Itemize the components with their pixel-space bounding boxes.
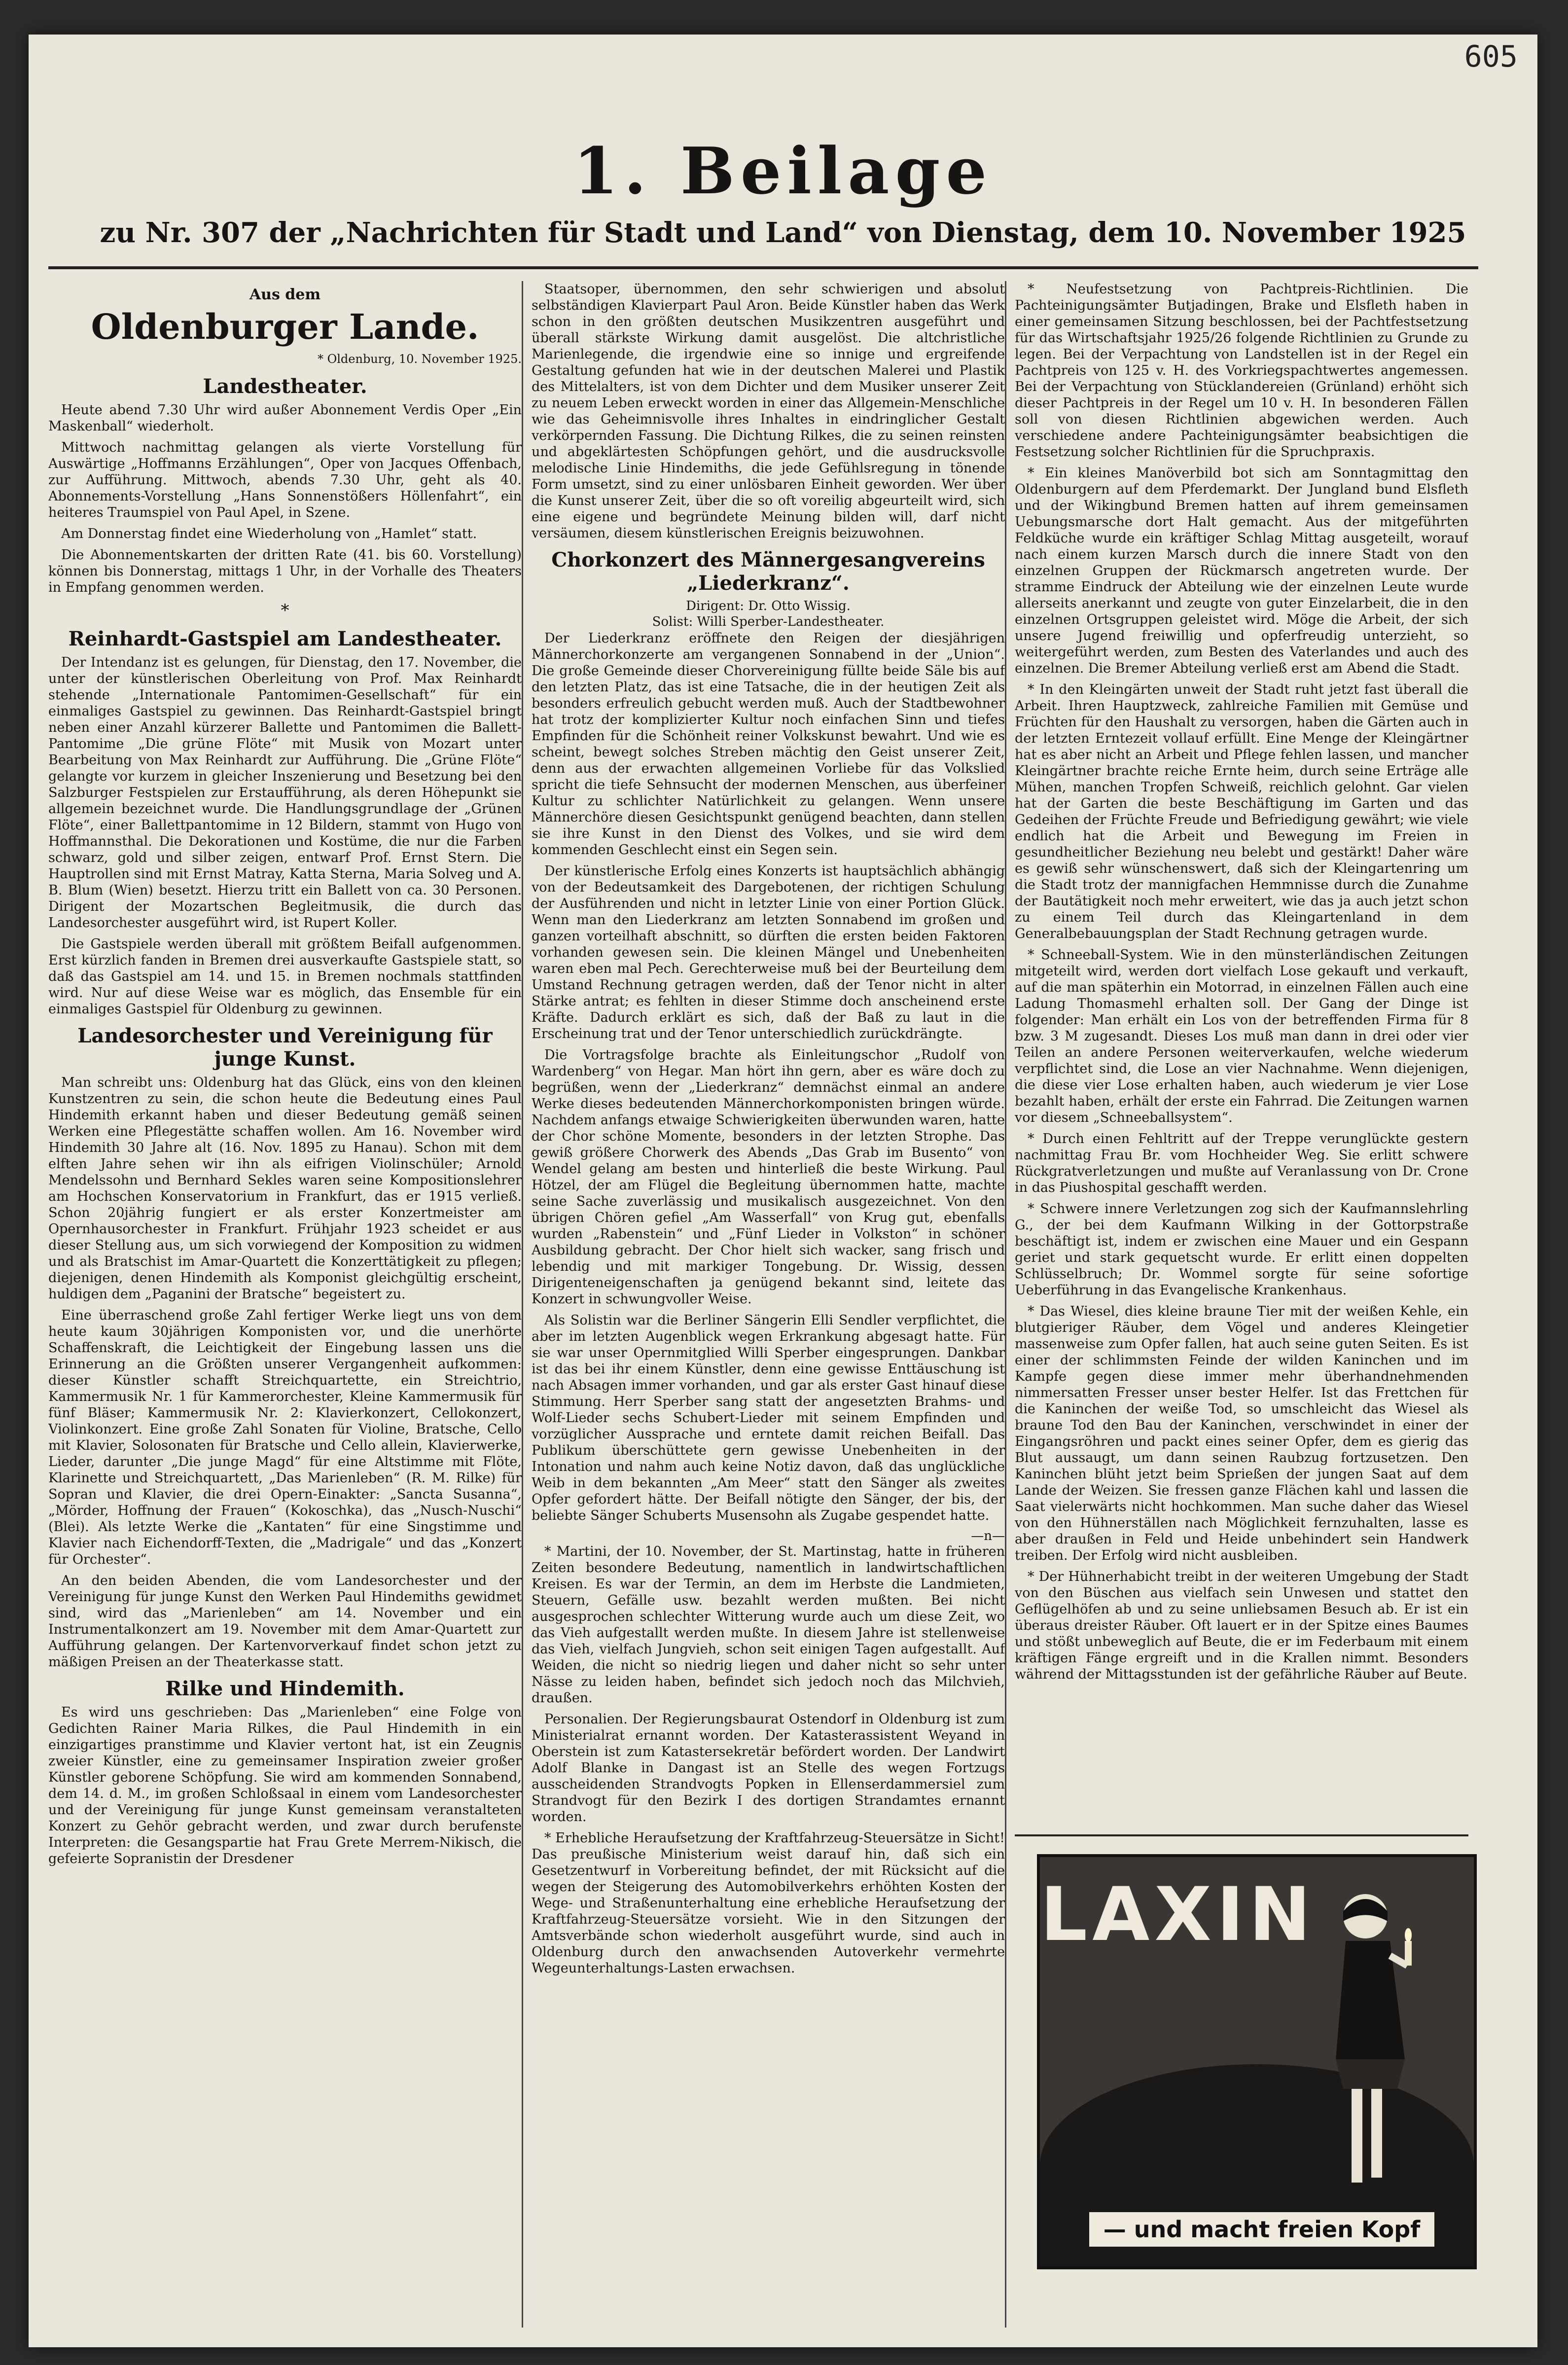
article-paragraph: Heute abend 7.30 Uhr wird außer Abonnement Verdis Oper „Ein Maskenball“ wiederholt. <box>48 402 522 434</box>
ad-rule <box>1015 1834 1468 1836</box>
article-paragraph: * Durch einen Fehltritt auf der Treppe verunglückte gestern nachmittag Frau Br. vom Hochheider Weg. Sie erlitt schwere Rückgratverletzungen und mußte auf Veranlassung von Dr. Crone in das Piushospital geschafft werden. <box>1015 1131 1468 1195</box>
column-3 <box>1015 281 1468 1829</box>
article-paragraph: * Das Wiesel, dies kleine braune Tier mit der weißen Kehle, ein blutgieriger Räuber, dem Vögel und anderes Kleingetier massenweise zum Opfer fallen, hat auch seine guten Seiten. Es ist einer der schlimmsten Feinde der wilden Kaninchen und im Kampfe gegen diese immer mehr überhandnehmenden nimmersatten Fresser unser bester Helfer. Ist das Frettchen für die Kaninchen der weiße Tod, so umschleicht das Wiesel als braune Tod den Bau der Kaninchen, verschwindet in einer der Eingangsröhren und packt eines seiner Opfer, dem es gierig das Blut aussaugt, um dann seinen Raubzug fortzusetzen. Den Kaninchen blüht jetzt beim Sprießen der jungen Saat auf dem Lande der Weizen. Sie fressen ganze Flächen kahl und lassen die Saat vielerwärts nicht hochkommen. Man suche daher das Wiesel von den Hühnerställen nach Möglichkeit fernzuhalten, lasse es aber draußen in Feld und Heide unbehindert sein Handwerk treiben. Der Erfolg wird nicht ausbleiben. <box>1015 1304 1468 1563</box>
article-paragraph: * In den Kleingärten unweit der Stadt ruht jetzt fast überall die Arbeit. Ihren Hauptzweck, zahlreiche Familien mit Gemüse und Früchten für den Haushalt zu versorgen, haben die Gärten auch in der letzten Erntezeit vollauf erfüllt. Eine Menge der Kleingärtner hat es aber nicht an Arbeit und Pflege fehlen lassen, und mancher Kleingärtner brachte reiche Ernte heim, durch seine Erträge alle Mühen, manchen Tropfen Schweiß, reichlich gelohnt. Gar vielen hat der Garten die beste Beschäftigung im Garten und das Gedeihen der Früchte Freude und Befriedigung gewährt; wie viele endlich hat die Arbeit und Bewegung im Freien in gesundheitlicher Beziehung neu belebt und gestärkt! Daher wäre es gewiß sehr wünschenswert, daß sich der Kleingartenring um die Stadt trotz der mannigfachen Hemmnisse durch die Zunahme der Bautätigkeit noch mehr erweitert, wie das ja auch jetzt schon zu einem Teil durch das Kleingartenland in dem Generalbebauungsplan der Stadt Rechnung getragen wurde. <box>1015 682 1468 941</box>
article-heading: Landesorchester und Vereinigung für junge Kunst. <box>77 1024 493 1071</box>
masthead-title: 1. Beilage <box>573 133 993 209</box>
article-paragraph: * Schwere innere Verletzungen zog sich der Kaufmannslehrling G., der bei dem Kaufmann Wilking in der Gottorpstraße beschäftigt ist, indem er zwischen eine Mauer und ein Gespann geriet und stark gequetscht wurde. Er erlitt einen doppelten Schlüsselbruch; Dr. Wommel sorgte für seine sofortige Ueberführung in das Evangelische Krankenhaus. <box>1015 1201 1468 1298</box>
dateline: * Oldenburg, 10. November 1925. <box>317 352 522 366</box>
section-title: Oldenburger Lande. <box>91 306 479 347</box>
article-signature: —n— <box>971 1529 1005 1543</box>
laxin-advertisement <box>1037 1854 1477 2269</box>
article-heading: Chorkonzert des Männergesangvereins „Liederkranz“. <box>551 548 985 595</box>
column-2 <box>532 281 1005 2323</box>
article-paragraph: Der künstlerische Erfolg eines Konzerts ist hauptsächlich abhängig von der Bedeutsamkeit des Dargebotenen, der richtigen Schulung der Ausführenden und nicht in letzter Linie von einer Portion Glück. Wenn man den Liederkranz am letzten Sonnabend im großen und ganzen vorteilhaft abschnitt, so dürften die ersten beiden Faktoren vorhanden gewesen sein. Die kleinen Mängel und Unebenheiten waren eben mal Pech. Gerechterweise muß bei der Beurteilung dem Umstand Rechnung getragen werden, daß der Tenor nicht in alter Stärke antrat; es fehlten in dieser Stimme doch anscheinend erste Kräfte. Dadurch erklärt es sich, daß der Baß zu laut in die Erscheinung trat und der Tenor unterschiedlich zurückdrängte. <box>532 863 1005 1041</box>
article-paragraph: Es wird uns geschrieben: Das „Marienleben“ eine Folge von Gedichten Rainer Maria Rilkes, die Paul Hindemith in ein einzigartiges pranstimme und Klavier vertont hat, ist ein Zeugnis zweier Künstler, eine zu gemeinsamer Inspiration zweier großer Künstler geborene Schöpfung. Sie wird am kommenden Sonnabend, dem 14. d. M., im großen Schloßsaal in einem vom Landesorchester und der Vereinigung für junge Kunst gemeinsam veranstalteten Konzert zu Gehör gebracht werden, und zwar durch berufenste Interpreten: die Gesangspartie hat Frau Grete Merrem-Nikisch, die gefeierte Sopranistin der Dresdener <box>48 1705 522 1866</box>
masthead-subtitle: zu Nr. 307 der „Nachrichten für Stadt und Land“ von Dienstag, dem 10. November 1925 <box>100 216 1466 249</box>
article-heading: Rilke und Hindemith. <box>165 1677 405 1700</box>
newspaper-page <box>29 35 1537 2347</box>
column-divider <box>522 281 523 2328</box>
article-paragraph: * Ein kleines Manöverbild bot sich am Sonntagmittag den Oldenburgern auf dem Pferdemarkt. Der Jungland bund Elsfleth und der Wikingbund Bremen hatten auf ihrem gemeinsamen Uebungsmarsche dort Halt gemacht. Aus der mitgeführten Feldküche wurde ein kräftiger Schlag Mittag ausgeteilt, worauf nach einem kurzen Marsch durch die innere Stadt von den einzelnen Gruppen der Rückmarsch angetreten wurde. Der stramme Eindruck der Abteilung wie der einzelnen Leute wurde allerseits anerkannt und zeugte von guter Einzelarbeit, die in den einzelnen Ortsgruppen geleistet wird. Möge die Arbeit, der sich unsere Jugend freiwillig und opferfreudig unterzieht, so weitergeführt werden, zum Besten des Vaterlandes und auch des einzelnen. Die Bremer Abteilung verließ erst am Abend die Stadt. <box>1015 466 1468 676</box>
article-heading: Landestheater. <box>203 375 367 398</box>
article-paragraph: Staatsoper, übernommen, den sehr schwierigen und absolut selbständigen Klavierpart Paul Aron. Beide Künstler haben das Werk schon in den größten deutschen Musikzentren ausgeführt und überall stärkste Wirkung damit ausgelöst. Die altchristliche Marienlegende, die irgendwie eine so innige und ergreifende Gestaltung gefunden hat wie in der deutschen Malerei und Plastik des Mittelalters, ist von dem Dichter und dem Musiker unserer Zeit zu neuem Leben erweckt worden in einer das Allgemein-Menschliche wie das Geheimnisvolle ihres Inhaltes in eindringlicher Gestalt verkörpernden Fassung. Die Dichtung Rilkes, die zu seinen reinsten und abgeklärtesten Schöpfungen gehört, und die ausdrucksvolle melodische Linie Hindemiths, die jede Gefühlsregung in tönende Form umsetzt, sind zu einer unlösbaren Einheit geworden. Wer über die Kunst unserer Zeit, über die so oft voreilig abgeurteilt wird, sich eine eigene und begründete Meinung bilden will, darf nicht versäumen, diesem künstlerischen Ereignis beizuwohnen. <box>532 282 1005 541</box>
masthead <box>29 133 1537 249</box>
woman-with-candle-icon <box>1306 1882 1434 2202</box>
article-paragraph: Die Abonnementskarten der dritten Rate (41. bis 60. Vorstellung) können bis Donnerstag, mittags 1 Uhr, in der Vorhalle des Theaters in Empfang genommen werden. <box>48 547 522 595</box>
column-divider <box>1005 281 1006 2328</box>
separator-asterisk: * <box>281 601 289 620</box>
article-paragraph: Man schreibt uns: Oldenburg hat das Glück, eins von den kleinen Kunstzentren zu sein, die schon heute die Bedeutung eines Paul Hindemith erkannt haben und dieser Bedeutung gemäß seinen Werken eine Pflegestätte schaffen wollen. Am 16. November wird Hindemith 30 Jahre alt (16. Nov. 1895 zu Hanau). Schon mit dem elften Jahre sehen wir ihn als eifrigen Violinschüler; Arnold Mendelssohn und Bernhard Sekles waren seine Kompositionslehrer am Hochschen Konservatorium in Frankfurt, das er 1915 verließ. Schon 20jährig fungiert er als erster Konzertmeister am Opernhausorchester in Frankfurt. Frühjahr 1923 scheidet er aus dieser Stellung aus, um sich vorwiegend der Komposition zu widmen und als Bratschist im Amar-Quartett die Konzerttätigkeit zu pflegen; diejenigen, denen Hindemith als Komponist gleichgültig erscheint, huldigen dem „Paganini der Bratsche“ begeistert zu. <box>48 1075 522 1302</box>
article-paragraph: Die Gastspiele werden überall mit größtem Beifall aufgenommen. Erst kürzlich fanden in Bremen drei ausverkaufte Gastspiele statt, so daß das Gastspiel am 14. und 15. in Bremen nochmals stattfinden wird. Nur auf diese Weise war es möglich, das Ensemble für ein einmaliges Gastspiel für Oldenburg zu gewinnen. <box>48 936 522 1017</box>
page-number: 605 <box>1464 39 1518 74</box>
article-paragraph: Die Vortragsfolge brachte als Einleitungschor „Rudolf von Wardenberg“ von Hegar. Man hört ihn gern, aber es wäre doch zu begrüßen, wenn der „Liederkranz“ demnächst einmal an andere Werke dieses bedeutenden Männerchorkomponisten bringen würde. Nachdem anfangs etwaige Schwierigkeiten überwunden waren, hatte der Chor schöne Momente, besonders in der letzten Strophe. Das gewiß größere Chorwerk des Abends „Das Grab im Busento“ von Wendel gelang am besten und hinterließ die beste Wirkung. Paul Hötzel, der am Flügel die Begleitung übernommen hatte, machte seine Sache zuverlässig und musikalisch ausgezeichnet. Von den übrigen Chören gefiel „Am Wasserfall“ von Krug gut, ebenfalls wurden „Rabenstein“ und „Fünf Lieder in Volkston“ in schöner Ausbildung gebracht. Der Chor hielt sich wacker, sang frisch und lebendig und mit markiger Tongebung. Dr. Wissig, dessen Dirigenteneigenschaften ja genügend bekannt sind, leitete das Konzert in schwungvoller Weise. <box>532 1047 1005 1307</box>
article-paragraph: Der Intendanz ist es gelungen, für Dienstag, den 17. November, die unter der künstlerischen Oberleitung von Prof. Max Reinhardt stehende „Internationale Pantomimen-Gesellschaft“ für ein einmaliges Gastspiel zu gewinnen. Das Reinhardt-Gastspiel bringt neben einer Anzahl kürzerer Ballette und Pantomimen die Ballett-Pantomime „Die grüne Flöte“ mit Musik von Mozart unter Bearbeitung von Max Reinhardt zur Aufführung. Die „Grüne Flöte“ gelangte vor kurzem in gleicher Inszenierung und Besetzung bei den Salzburger Festspielen zur Erstaufführung, als deren Höhepunkt sie allgemein bezeichnet wurde. Die Handlungsgrundlage der „Grünen Flöte“, einer Ballettpantomime in 12 Bildern, stammt von Hugo von Hoffmannsthal. Die Dekorationen und Kostüme, die nur die Farben schwarz, gold und silber zeigen, entwarf Prof. Ernst Stern. Die Hauptrollen sind mit Ernst Matray, Katta Sterna, Maria Solveg und A. B. Blum (Wien) besetzt. Hierzu tritt ein Ballett von ca. 30 Personen. Dirigent der Mozartschen Begleitmusik, die durch das Landesorchester ausgeführt wird, ist Rupert Koller. <box>48 655 522 931</box>
article-paragraph: * Schneeball-System. Wie in den münsterländischen Zeitungen mitgeteilt wird, werden dort vielfach Lose gekauft und verkauft, auf die man späterhin ein Motorrad, in einzelnen Fällen auch eine Ladung Thomasmehl erhalten soll. Der Gang der Dinge ist folgender: Man erhält ein Los von der betreffenden Firma für 8 bzw. 3 M zugesandt. Dieses Los muß man dann in drei oder vier Teilen an andere Personen weiterverkaufen, welche wiederum verpflichtet sind, die Lose an vier Nachnahme. Wenn diejenigen, die diese vier Lose erhalten haben, auch wiederum je vier Lose bezahlt haben, erhält der erste ein Fahrrad. Die Zeitungen warnen vor diesem „Schneeballsystem“. <box>1015 947 1468 1125</box>
masthead-rule <box>48 266 1478 269</box>
article-credit: Dirigent: Dr. Otto Wissig. <box>686 599 851 613</box>
column-1 <box>48 281 522 2323</box>
article-paragraph: Personalien. Der Regierungsbaurat Ostendorf in Oldenburg ist zum Ministerialrat ernannt worden. Der Katasterassistent Weyand in Oberstein ist zum Katastersekretär befördert worden. Der Landwirt Adolf Blanke in Dangast ist an Stelle des wegen Fortzugs ausscheidenden Strandvogts Popken in Ellenserdammersiel zum Strandvogt für den Bezirk I des dortigen Strandamtes ernannt worden. <box>532 1712 1005 1825</box>
article-paragraph: * Neufestsetzung von Pachtpreis-Richtlinien. Die Pachteinigungsämter Butjadingen, Brake und Elsfleth haben in einer gemeinsamen Sitzung beschlossen, bei der Pachtfestsetzung für das Wirtschaftsjahr 1925/26 folgende Richtlinien zu Grunde zu legen. Bei der Verpachtung von Landstellen ist in der Regel ein Pachtpreis von 125 v. H. des Vorkriegspachtwertes angemessen. Bei der Verpachtung von Stücklandereien (Grünland) erhöht sich dieser Pachtpreis in der Regel um 10 v. H. In besonderen Fällen soll von diesen Richtlinien abgewichen werden. Auch verschiedene andere Pachteinigungsämter beabsichtigen die Festsetzung solcher Richtlinien für die Spruchpraxis. <box>1015 282 1468 460</box>
article-paragraph: Mittwoch nachmittag gelangen als vierte Vorstellung für Auswärtige „Hoffmanns Erzählungen“, Oper von Jacques Offenbach, zur Aufführung. Mittwoch, abends 7.30 Uhr, geht als 40. Abonnements-Vorstellung „Hans Sonnenstößers Höllenfahrt“, ein heiteres Traumspiel von Paul Apel, in Szene. <box>48 440 522 520</box>
article-paragraph: * Erhebliche Heraufsetzung der Kraftfahrzeug-Steuersätze in Sicht! Das preußische Ministerium weist darauf hin, daß sich ein Gesetzentwurf in Vorbereitung befindet, der mit Rücksicht auf die wegen der Steigerung des Automobilverkehrs erhöhten Kosten der Wege- und Straßenunterhaltung eine erhebliche Heraufsetzung der Kraftfahrzeug-Steuersätze vorsieht. Wie in den Sitzungen der Amtsverbände schon wiederholt ausgeführt wurde, sind auch in Oldenburg durch den anwachsenden Autoverkehr vermehrte Wegeunterhaltungs-Lasten erwachsen. <box>532 1830 1005 1976</box>
ad-slogan: — und macht freien Kopf <box>1089 2212 1434 2247</box>
article-paragraph: * Der Hühnerhabicht treibt in der weiteren Umgebung der Stadt von den Büschen aus vielfach sein Unwesen und stattet den Geflügelhöfen ab und zu seine unliebsamen Besuch ab. Er ist ein überaus dreister Räuber. Oft lauert er in der Spitze eines Baumes und stößt unbeweglich auf Beute, die er im Federbaum mit einem kräftigen Fänge ergreift und in die Krallen nimmt. Besonders während der Mittagsstunden ist der gefährliche Räuber auf Beute. <box>1015 1569 1468 1682</box>
article-paragraph: An den beiden Abenden, die vom Landesorchester und der Vereinigung für junge Kunst den Werken Paul Hindemiths gewidmet sind, wird das „Marienleben“ am 14. November und ein Instrumentalkonzert am 19. November mit dem Amar-Quartett zur Aufführung gelangen. Der Kartenvorverkauf findet schon jetzt zu mäßigen Preisen an der Theaterkasse statt. <box>48 1573 522 1670</box>
article-paragraph: Als Solistin war die Berliner Sängerin Elli Sendler verpflichtet, die aber im letzten Augenblick wegen Erkrankung abgesagt hatte. Für sie war unser Opernmitglied Willi Sperber eingesprungen. Dankbar ist das bei ihr einem Künstler, denn eine gewisse Enttäuschung ist nach Absagen immer vorhanden, und gar als erster Gast hinauf diese Stimmung. Herr Sperber sang statt der angesetzten Brahms- und Wolf-Lieder sechs Schubert-Lieder mit seinem Empfinden und vorzüglicher Aussprache und erntete damit reichen Beifall. Das Publikum überschüttete gern gewisse Unebenheiten in der Intonation und nahm auch keine Notiz davon, daß das unglückliche Weib in dem bekannten „Am Meer“ statt den Sänger als zweites Opfer gefordert hätte. Der Beifall nötigte den Sänger, der bis, der beliebte Sänger Schuberts Musensohn als Zugabe gespendet hatte. <box>532 1313 1005 1523</box>
article-paragraph: * Martini, der 10. November, der St. Martinstag, hatte in früheren Zeiten besondere Bedeutung, namentlich in landwirtschaftlichen Kreisen. Es war der Termin, an dem im Herbste die Landmieten, Steuern, Gefälle usw. bezahlt werden mußten. Bei nicht ausgesprochen schlechter Witterung wurde auch um diese Zeit, wo das Vieh aufgestallt werden mußte. In diesem Jahre ist stellenweise das Vieh, vielfach Jungvieh, schon seit einigen Tagen aufgestallt. Auf Weiden, die nicht so niedrig liegen und daher nicht so sehr unter Nässe zu leiden haben, befindet sich jedoch noch das Milchvieh, draußen. <box>532 1544 1005 1706</box>
ad-brand: LAXIN <box>1040 1872 1316 1958</box>
article-heading: Reinhardt-Gastspiel am Landestheater. <box>68 627 502 650</box>
article-credit: Solist: Willi Sperber-Landestheater. <box>652 614 885 629</box>
article-paragraph: Der Liederkranz eröffnete den Reigen der diesjährigen Männerchorkonzerte am vergangenen Sonnabend in der „Union“. Die große Gemeinde dieser Chorvereinigung füllte beide Säle bis auf den letzten Platz, das ist eine Tatsache, die in der heutigen Zeit als besonders erfreulich gebucht werden muß. Auch der Stadtbewohner hat trotz der komplizierter Kultur noch einfachen Sinn und tiefes Empfinden für die Schönheit reiner Volkskunst bewahrt. Und wie es scheint, bewegt solches Streben mächtig den Geist unserer Zeit, denn aus der erwachten allgemeinen Vorliebe für das Volkslied spricht die tiefe Sehnsucht der modernen Menschen, aus überfeiner Kultur zu schlichter Natürlichkeit zu gelangen. Wenn unsere Männerchöre diesen Gesichtspunkt genügend beachten, dann stellen sie ihre Kunst in den Dienst des Volkes, und sie wird dem kommenden Geschlecht einst ein Segen sein. <box>532 631 1005 858</box>
article-paragraph: Eine überraschend große Zahl fertiger Werke liegt uns von dem heute kaum 30jährigen Komponisten vor, und die unerhörte Schaffenskraft, die Leichtigkeit der Eingebung lassen uns die Erinnerung an die Größten unserer Vergangenheit aufkommen: dieser Künstler schafft Streichquartette, ein Streichtrio, Kammermusik Nr. 1 für Kammerorchester, Kleine Kammermusik für fünf Bläser; Kammermusik Nr. 2: Klavierkonzert, Cellokonzert, Violinkonzert. Eine große Zahl Sonaten für Violine, Bratsche, Cello mit Klavier, Solosonaten für Bratsche und Cello allein, Klavierwerke, Lieder, darunter „Die junge Magd“ für eine Altstimme mit Flöte, Klarinette und Streichquartett, „Das Marienleben“ (R. M. Rilke) für Sopran und Klavier, die drei Opern-Einakter: „Sancta Susanna“, „Mörder, Hoffnung der Frauen“ (Kokoschka), das „Nusch-Nuschi“ (Blei). Als letzte Werke die „Kantaten“ für eine Singstimme und Klavier nach Eichendorff-Texten, die „Madrigale“ und das „Konzert für Orchester“. <box>48 1308 522 1567</box>
section-kicker: Aus dem <box>249 286 321 303</box>
article-paragraph: Am Donnerstag findet eine Wiederholung von „Hamlet“ statt. <box>61 526 477 541</box>
